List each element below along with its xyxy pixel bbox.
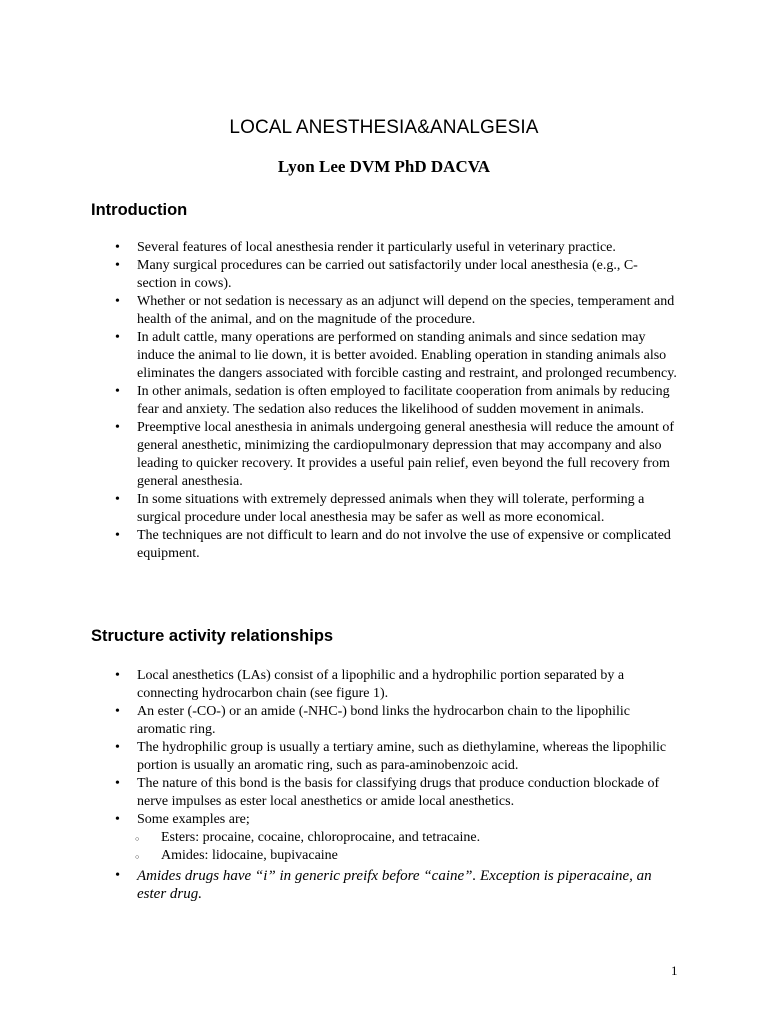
section-heading-structure-activity: Structure activity relationships — [91, 627, 334, 645]
sublist-item-text: Esters: procaine, cocaine, chloroprocaine, and tetracaine. — [161, 830, 481, 845]
list-item-note: • Amides drugs have “i” in generic preifx before “caine”. Exception is piperacaine, an ester drug. — [0, 867, 677, 903]
list-item: • An ester (-CO-) or an amide (-NHC-) bond links the hydrocarbon chain to the lipophilic aromatic ring. — [0, 703, 677, 739]
list-item: • Whether or not sedation is necessary as an adjunct will depend on the species, temperament and health of the animal, and on the magnitude of the procedure. — [0, 293, 677, 329]
sublist-item — [137, 829, 677, 847]
list-item: • Local anesthetics (LAs) consist of a lipophilic and a hydrophilic portion separated by a connecting hydrocarbon chain (see figure 1). — [0, 667, 677, 703]
sublist-item — [137, 847, 677, 865]
list-item-examples — [0, 811, 677, 865]
structure-activity-list — [0, 667, 768, 903]
section-heading-introduction: Introduction — [91, 201, 188, 219]
list-item: • Preemptive local anesthesia in animals undergoing general anesthesia will reduce the amount of general anesthetic, minimizing the cardiopulmonary depression that may accompany and also leading to quicker recovery. It provides a useful pain relief, even beyond the full recovery from general anesthesia. — [0, 419, 677, 491]
list-item: • The hydrophilic group is usually a tertiary amine, such as diethylamine, whereas the lipophilic portion is usually an aromatic ring, such as para-aminobenzoic acid. — [0, 739, 677, 775]
sublist-item-text: Amides: lidocaine, bupivacaine — [161, 848, 338, 863]
list-item: • In other animals, sedation is often employed to facilitate cooperation from animals by reducing fear and anxiety. The sedation also reduces the likelihood of sudden movement in animals. — [0, 383, 677, 419]
list-item: • In some situations with extremely depressed animals when they will tolerate, performing a surgical procedure under local anesthesia may be safer as well as more economical. — [0, 491, 677, 527]
list-item: • Several features of local anesthesia render it particularly useful in veterinary practice. — [0, 239, 677, 257]
author-line: Lyon Lee DVM PhD DACVA — [277, 157, 491, 176]
list-item: • Many surgical procedures can be carried out satisfactorily under local anesthesia (e.g., C-section in cows). — [0, 257, 677, 293]
page-number: 1 — [671, 963, 678, 978]
list-item: • The techniques are not difficult to learn and do not involve the use of expensive or complicated equipment. — [0, 527, 677, 563]
list-item: • In adult cattle, many operations are performed on standing animals and since sedation may induce the animal to lie down, it is better avoided. Enabling operation in standing animals also eliminates the dangers associated with forcible casting and restraint, and prolonged recumbency. — [0, 329, 677, 383]
list-item-label: Some examples are; — [137, 812, 250, 827]
list-item: • The nature of this bond is the basis for classifying drugs that produce conduction blockade of nerve impulses as ester local anesthetics or amide local anesthetics. — [0, 775, 677, 811]
examples-sublist — [137, 829, 677, 865]
document-title: LOCAL ANESTHESIA&ANALGESIA — [229, 117, 539, 138]
introduction-list — [0, 239, 768, 563]
